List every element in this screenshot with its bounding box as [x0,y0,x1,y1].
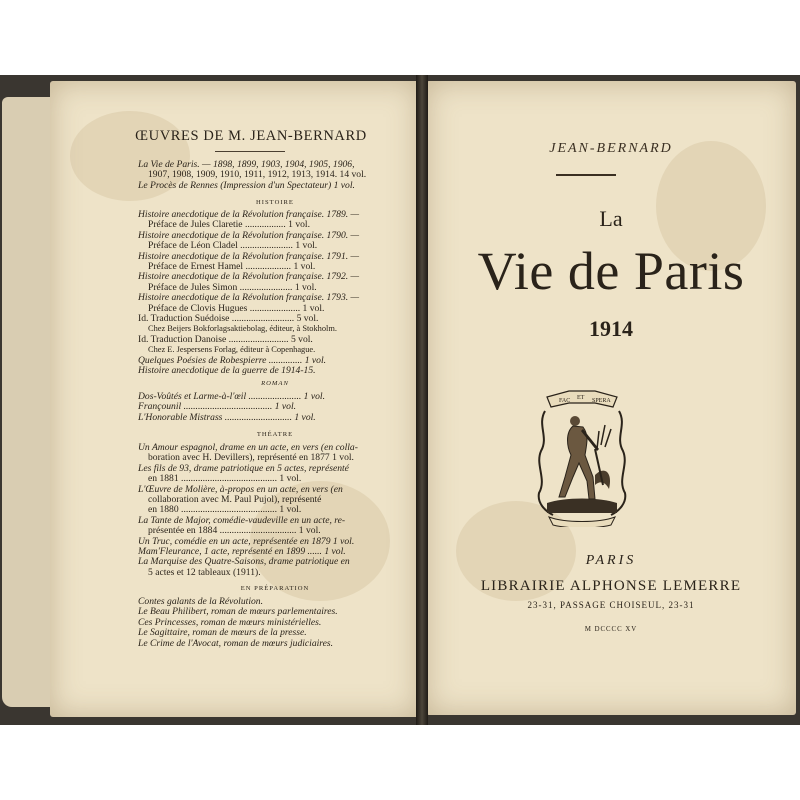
list-line: Histoire anecdotique de la Révolution française. 1789. — [138,210,360,220]
book-title: Vie de Paris [477,241,745,301]
list-line: Préface de Jules Claretie ................. 1 vol. [148,220,310,231]
publisher-city: PARIS [585,553,637,568]
list-line: 5 actes et 12 tableaux (1911). [148,567,261,578]
list-line: L'Honorable Mistrass ............................ 1 vol. [138,412,316,423]
list-line: Ces Princesses, roman de mœurs ministérielles. [138,617,322,628]
title-article: La [599,206,623,231]
list-line: Histoire anecdotique de la Révolution française. 1793. — [138,293,360,304]
list-line: Françounil ..................................... 1 vol. [138,402,297,413]
list-line: Les fils de 93, drame patriotique en 5 actes, représenté [138,463,349,474]
list-line: Histoire anecdotique de la Révolution française. 1791. — [138,251,360,262]
section-title-roman: ROMAN [261,380,289,387]
preparation-list [138,597,412,649]
publication-date: M DCCCC XV [584,626,638,633]
section-title-theatre: THÉATRE [256,431,294,438]
list-line: en 1880 ........................................ 1 vol. [148,505,302,516]
book-year: 1914 [589,316,633,341]
intro-line: La Vie de Paris. — 1898, 1899, 1903, 1904, 1905, 1906, [138,160,355,170]
list-line: Mam'Fleurance, 1 acte, représenté en 1899 ...... 1 vol. [138,547,346,558]
list-line: collaboration avec M. Paul Pujol), représenté [148,495,322,506]
list-line: Histoire anecdotique de la Révolution française. 1792. — [138,272,360,283]
list-line: La Tante de Major, comédie-vaudeville en un acte, re- [138,515,346,526]
list-line: Préface de Clovis Hugues ..................... 1 vol. [148,303,325,314]
list-line: Un Amour espagnol, drame en un acte, en vers (en colla- [138,443,358,453]
list-line: en 1881 ........................................ 1 vol. [148,474,302,485]
publisher-name: LIBRAIRIE ALPHONSE LEMERRE [480,578,742,594]
heading-rule [215,151,285,152]
roman-list [138,392,412,423]
works-heading: ŒUVRES DE M. JEAN-BERNARD [135,128,367,144]
list-line: boration avec H. Devillers), représenté en 1877 1 vol. [148,453,354,464]
intro-line: 1907, 1908, 1909, 1910, 1911, 1912, 1913, 1914. 14 vol. [148,170,367,181]
list-line: Histoire anecdotique de la guerre de 1914-15. [138,366,316,377]
list-line: Préface de Jules Simon ...................... 1 vol. [148,282,317,293]
author-rule [556,174,616,176]
list-line: présentée en 1884 ................................ 1 vol. [148,526,321,537]
intro-line: Le Procès de Rennes (Impression d'un Spectateur) 1 vol. [138,180,355,191]
publisher-emblem [535,385,629,527]
emblem-word: ET [577,395,585,401]
list-line: Un Truc, comédie en un acte, représentée en 1879 1 vol. [138,536,355,547]
list-line: Dos-Voûtés et Larme-à-l'œil ...................... 1 vol. [138,392,325,402]
emblem-word: FAC [559,398,571,404]
list-line: Le Sagittaire, roman de mœurs de la presse. [138,628,307,639]
author-name: JEAN-BERNARD [549,141,673,156]
section-title-preparation: EN PRÉPARATION [240,585,310,592]
list-line: Le Beau Philibert, roman de mœurs parlementaires. [138,607,338,618]
list-line: La Marquise des Quatre-Saisons, drame patriotique en [138,557,350,568]
emblem-word: SPERA [592,398,611,404]
theatre-list [138,443,412,578]
list-line: Quelques Poésies de Robespierre .............. 1 vol. [138,355,327,366]
publisher-address: 23-31, PASSAGE CHOISEUL, 23-31 [527,600,695,610]
list-line: Chez E. Jespersens Forlag, éditeur à Copenhague. [148,345,316,355]
intro-block [138,160,412,191]
histoire-list [138,210,412,377]
list-line: L'Œuvre de Molière, à-propos en un acte, en vers (en [138,484,343,495]
list-line: Id. Traduction Danoise ......................... 5 vol. [138,334,313,345]
list-line: Histoire anecdotique de la Révolution française. 1790. — [138,230,360,241]
list-line: Contes galants de la Révolution. [138,597,263,607]
list-line: Chez Beijers Bokforlagsaktiebolag, éditeur, à Stokholm. [148,324,337,334]
list-line: Préface de Léon Cladel ...................... 1 vol. [148,241,318,252]
list-line: Le Crime de l'Avocat, roman de mœurs judiciaires. [138,638,334,649]
section-title-histoire: HISTOIRE [256,199,294,206]
list-line: Préface de Ernest Hamel ................... 1 vol. [148,262,316,273]
list-line: Id. Traduction Suédoise .......................... 5 vol. [138,314,319,325]
